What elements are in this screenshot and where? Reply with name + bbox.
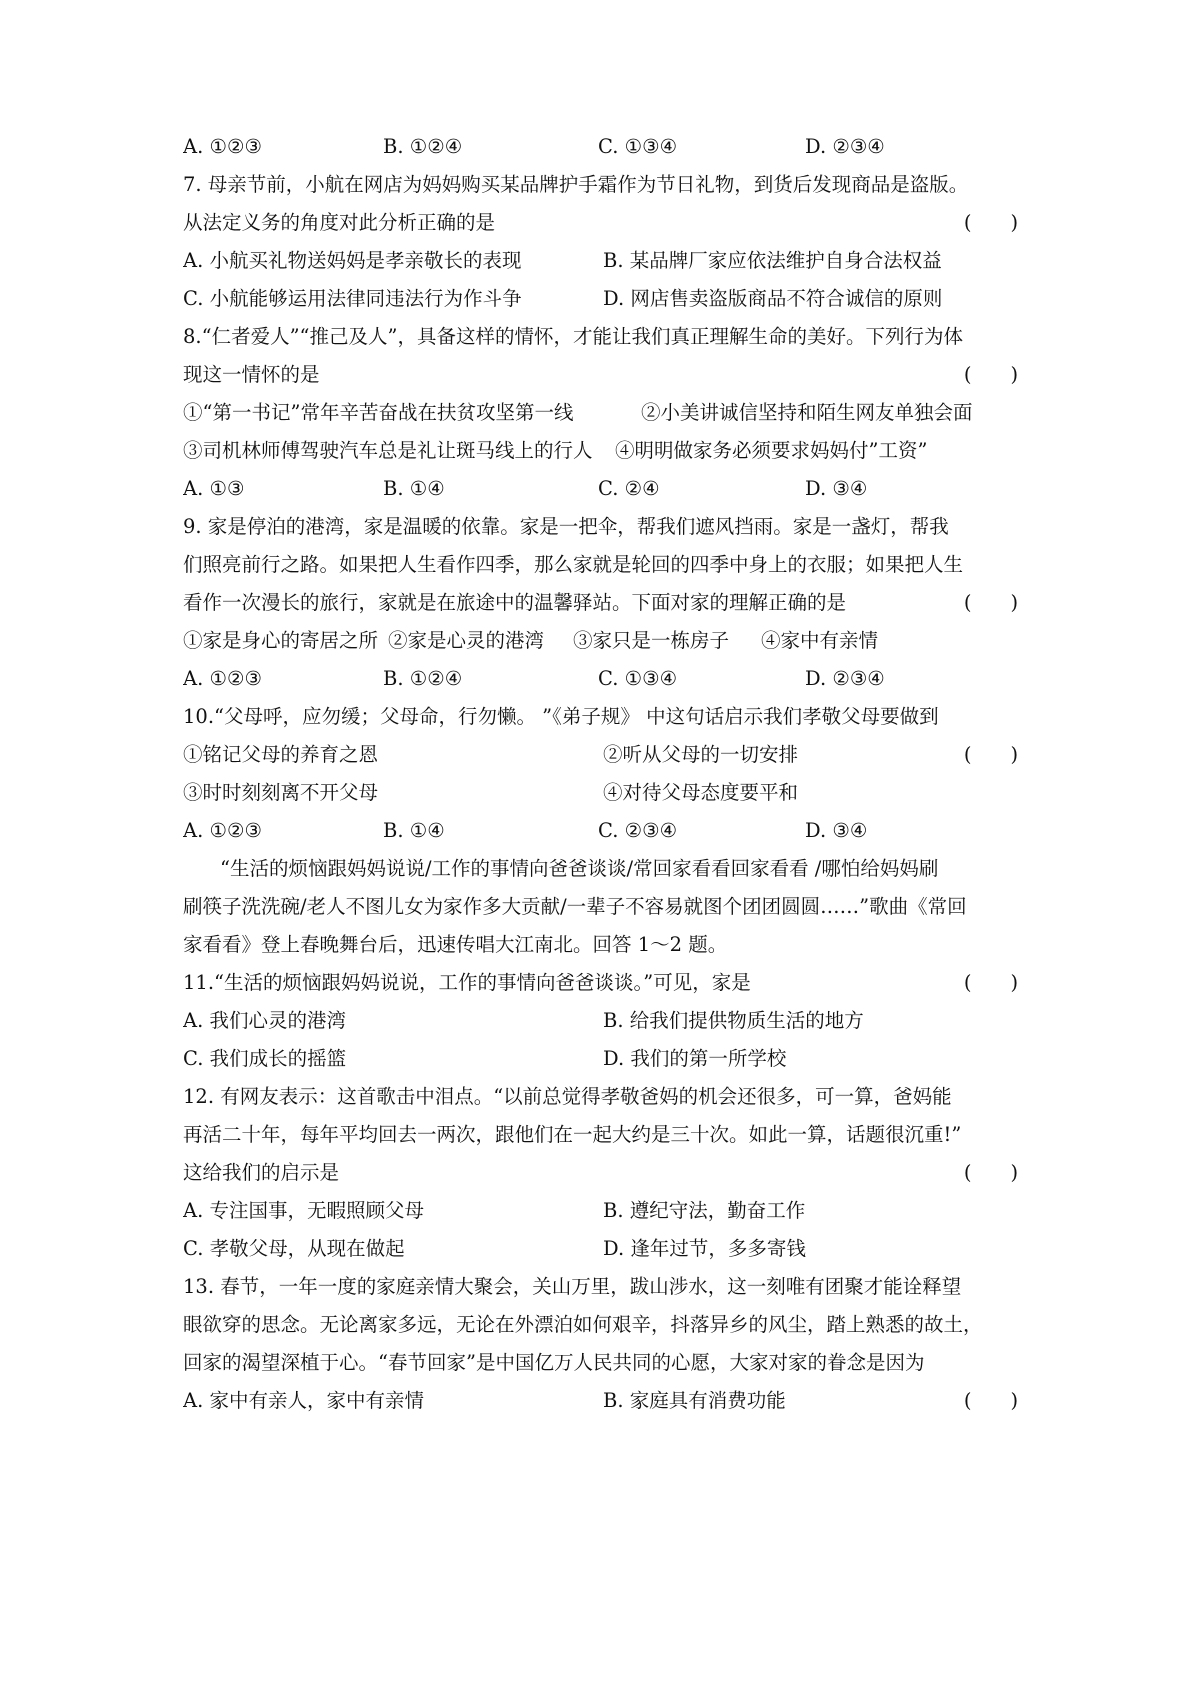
q13-answer-blank[interactable]: ( ) [963,1389,1019,1412]
q12-options-row1 [183,1191,1021,1231]
q12-option-d[interactable]: D. 逢年过节，多多寄钱 [603,1237,806,1260]
q10-answer-blank[interactable]: ( ) [963,743,1019,766]
q8-items-row2 [183,431,1021,471]
q10-item-4: ④对待父母态度要平和 [603,781,799,804]
q13-options-row1 [183,1381,1021,1421]
q8-item-2: ②小美讲诚信坚持和陌生网友单独会面 [641,401,973,424]
q8-option-a[interactable]: A. ①③ [183,477,245,500]
q11-options-row1 [183,1001,1021,1041]
q9-option-c[interactable]: C. ①③④ [598,667,678,690]
q7-option-c[interactable]: C. 小航能够运用法律同违法行为作斗争 [183,287,522,310]
q9-item-4: ④家中有亲情 [761,629,879,652]
q11-stem-line1 [183,963,1021,1003]
q10-items-row1 [183,735,1021,775]
q7-options-row1 [183,241,1021,281]
q9-option-a[interactable]: A. ①②③ [183,667,262,690]
q9-options [183,659,1021,699]
q9-stem-line2: 们照亮前行之路。如果把人生看作四季，那么家就是轮回的四季中身上的衣服；如果把人生 [183,553,964,576]
q9-item-1: ①家是身心的寄居之所 [183,629,379,652]
q10-option-b[interactable]: B. ①④ [383,819,445,842]
q7-option-b[interactable]: B. 某品牌厂家应依法维护自身合法权益 [603,249,942,272]
q9-items [183,621,1021,661]
q9-stem-text: 看作一次漫长的旅行，家就是在旅途中的温馨驿站。下面对家的理解正确的是 [183,591,847,614]
passage-line3: 家看看》登上春晚舞台后，迅速传唱大江南北。回答 1～2 题。 [183,933,728,956]
q8-answer-blank[interactable]: ( ) [963,363,1019,386]
passage-line1: “生活的烦恼跟妈妈说说/工作的事情向爸爸谈谈/常回家看看回家看看 /哪怕给妈妈刷 [220,857,939,880]
q9-stem-line3 [183,583,1021,623]
q12-option-c[interactable]: C. 孝敬父母，从现在做起 [183,1237,405,1260]
q7-option-a[interactable]: A. 小航买礼物送妈妈是孝亲敬长的表现 [183,249,522,272]
q6-option-b[interactable]: B. ①②④ [383,135,463,158]
q8-item-3: ③司机林师傅驾驶汽车总是礼让斑马线上的行人 [183,439,593,462]
q6-options [183,127,1021,167]
q8-option-c[interactable]: C. ②④ [598,477,660,500]
q8-item-4: ④明明做家务必须要求妈妈付”工资” [615,439,928,462]
q8-item-1: ①“第一书记”常年辛苦奋战在扶贫攻坚第一线 [183,401,574,424]
q9-item-3: ③家只是一栋房子 [573,629,730,652]
q11-options-row2 [183,1039,1021,1079]
q11-stem-text: 11.“生活的烦恼跟妈妈说说，工作的事情向爸爸谈谈。”可见，家是 [183,971,751,994]
q6-option-d[interactable]: D. ②③④ [805,135,885,158]
q11-option-c[interactable]: C. 我们成长的摇篮 [183,1047,347,1070]
q6-option-a[interactable]: A. ①②③ [183,135,262,158]
q10-item-2: ②听从父母的一切安排 [603,743,799,766]
q13-stem-line2: 眼欲穿的思念。无论离家多远，无论在外漂泊如何艰辛，抖落异乡的风尘，踏上熟悉的故土， [183,1313,983,1336]
q8-option-b[interactable]: B. ①④ [383,477,445,500]
q12-option-b[interactable]: B. 遵纪守法，勤奋工作 [603,1199,806,1222]
q10-option-a[interactable]: A. ①②③ [183,819,262,842]
q6-option-c[interactable]: C. ①③④ [598,135,678,158]
q8-option-d[interactable]: D. ③④ [805,477,868,500]
q9-item-2: ②家是心灵的港湾 [388,629,545,652]
q7-stem-line2 [183,203,1021,243]
q7-stem-text: 从法定义务的角度对此分析正确的是 [183,211,496,234]
q10-option-d[interactable]: D. ③④ [805,819,868,842]
q11-option-b[interactable]: B. 给我们提供物质生活的地方 [603,1009,864,1032]
q11-option-a[interactable]: A. 我们心灵的港湾 [183,1009,346,1032]
q12-stem-line1: 12. 有网友表示：这首歌击中泪点。“以前总觉得孝敬爸妈的机会还很多，可一算，爸妈能 [183,1085,952,1108]
q13-option-b[interactable]: B. 家庭具有消费功能 [603,1389,786,1412]
q8-stem-text: 现这一情怀的是 [183,363,320,386]
q12-answer-blank[interactable]: ( ) [963,1161,1019,1184]
q9-stem-line1: 9. 家是停泊的港湾，家是温暖的依靠。家是一把伞，帮我们遮风挡雨。家是一盏灯，帮我 [183,515,949,538]
q12-stem-line2: 再活二十年，每年平均回去一两次，跟他们在一起大约是三十次。如此一算，话题很沉重!” [183,1123,962,1146]
q9-answer-blank[interactable]: ( ) [963,591,1019,614]
q7-options-row2 [183,279,1021,319]
q8-items-row1 [183,393,1021,433]
q10-item-1: ①铭记父母的养育之恩 [183,743,379,766]
q8-stem-line1: 8.“仁者爱人”“推己及人”，具备这样的情怀，才能让我们真正理解生命的美好。下列行为体 [183,325,963,348]
q12-stem-line3 [183,1153,1021,1193]
passage-line2: 刷筷子洗洗碗/老人不图儿女为家作多大贡献/一辈子不容易就图个团团圆圆……”歌曲《常回 [183,895,967,918]
q12-stem-text: 这给我们的启示是 [183,1161,340,1184]
q13-stem-line3: 回家的渴望深植于心。“春节回家”是中国亿万人民共同的心愿，大家对家的眷念是因为 [183,1351,925,1374]
q7-answer-blank[interactable]: ( ) [963,211,1019,234]
q13-stem-line1: 13. 春节，一年一度的家庭亲情大聚会，关山万里，跋山涉水，这一刻唯有团聚才能诠释望 [183,1275,962,1298]
q8-options [183,469,1021,509]
q10-option-c[interactable]: C. ②③④ [598,819,678,842]
q11-answer-blank[interactable]: ( ) [963,971,1019,994]
q9-option-d[interactable]: D. ②③④ [805,667,885,690]
q12-option-a[interactable]: A. 专注国事，无暇照顾父母 [183,1199,424,1222]
q8-stem-line2 [183,355,1021,395]
q7-stem-line1: 7. 母亲节前，小航在网店为妈妈购买某品牌护手霜作为节日礼物，到货后发现商品是盗版。 [183,173,969,196]
q11-option-d[interactable]: D. 我们的第一所学校 [603,1047,787,1070]
q7-option-d[interactable]: D. 网店售卖盗版商品不符合诚信的原则 [603,287,943,310]
q12-options-row2 [183,1229,1021,1269]
q9-option-b[interactable]: B. ①②④ [383,667,463,690]
q10-stem-line1: 10.“父母呼，应勿缓；父母命，行勿懒。 ”《弟子规》 中这句话启示我们孝敬父母要做到 [183,705,939,728]
q10-items-row2 [183,773,1021,813]
q10-options [183,811,1021,851]
q10-item-3: ③时时刻刻离不开父母 [183,781,379,804]
q13-option-a[interactable]: A. 家中有亲人，家中有亲情 [183,1389,424,1412]
